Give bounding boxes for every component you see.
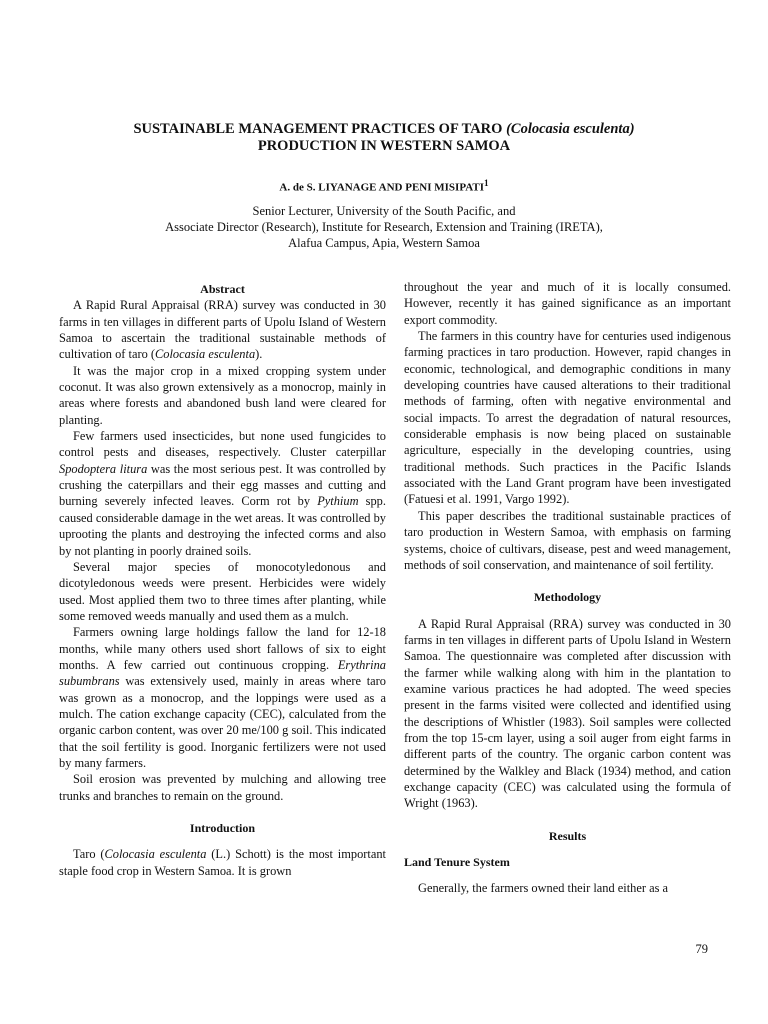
text-run: Farmers owning large holdings fallow the land for 12-18 months, while many others used short fallows of six to eight months. A few carried out continuous cropping. <box>59 625 386 672</box>
species-name: Erythrina subumbrans <box>59 657 386 689</box>
paper-title <box>60 121 708 155</box>
species-name: Colocasia esculenta <box>104 847 207 862</box>
text-run: Taro ( <box>73 847 105 862</box>
title-species: (Colocasia esculenta) <box>506 121 635 137</box>
results-heading: Results <box>548 828 587 843</box>
abstract-paragraph: Several major species of monocotyledonous and dicotyledonous weeds were present. Herbicides were widely used. Most applied them two to three times after planting, while some removed weeds manually and used them as a mulch. <box>59 559 386 623</box>
methodology-paragraph: A Rapid Rural Appraisal (RRA) survey was conducted in 30 farms in ten villages in different parts of Upolu Island in Western Samoa. The questionnaire was completed after discussion with the farmer while walking along with him in the plantation to examine various practices he had adopted. The weed species present in the farms visited were collected and identified using the descriptions of Whistler (1983). Soil samples were collected from the top 15-cm layer, using a soil auger from eight farms in different parts of the country. The organic carbon content was determined by the Walkley and Black (1934) method, and cation exchange capacity (CEC) was calculated using the formula of Wright (1963). <box>404 616 731 811</box>
abstract-heading: Abstract <box>200 282 245 296</box>
introduction-paragraph: This paper describes the traditional sustainable practices of taro production in Western Samoa, with emphasis on farming systems, choice of cultivars, disease, pest and weed management, methods of soil conservation, and maintenance of soil fertility. <box>404 508 731 572</box>
title-line-1 <box>60 121 708 138</box>
species-name: Pythium <box>317 494 359 509</box>
author-list <box>60 178 708 194</box>
introduction-paragraph <box>59 846 386 879</box>
abstract-paragraph: It was the major crop in a mixed cropping system under coconut. It was also grown extensively as a monocrop, mainly in areas where forests and abandoned bush land were cleared for planting. <box>59 363 386 427</box>
text-run: (L.) Schott) is the most important staple food crop in Western Samoa. It is grown <box>59 847 386 878</box>
results-paragraph: Generally, the farmers owned their land either as a <box>418 881 668 896</box>
text-run: Few farmers used insecticides, but none used fungicides to control pests and diseases, respectively. Cluster caterpillar <box>59 429 386 460</box>
right-column <box>404 279 731 897</box>
species-name: Spodoptera litura <box>59 461 148 476</box>
text-run: was extensively used, mainly in areas where taro was grown as a monocrop, and the loppings were used as a mulch. The cation exchange capacity (CEC), calculated from the organic carbon content, was over 20 me/100 g soil. This indicated that the soil fertility is good. Inorganic fertilizers were not used by many farmers. <box>59 674 386 770</box>
affiliation-line: Associate Director (Research), Institute for Research, Extension and Training (IRETA), <box>165 220 603 234</box>
affiliation-line: Alafua Campus, Apia, Western Samoa <box>288 236 480 250</box>
left-column <box>59 281 386 879</box>
abstract-paragraph <box>59 297 386 362</box>
affiliation <box>60 203 708 251</box>
abstract-paragraph: Soil erosion was prevented by mulching and allowing tree trunks and branches to remain on the ground. <box>59 772 386 803</box>
abstract-paragraph <box>59 624 386 771</box>
introduction-paragraph-continued: throughout the year and much of it is locally consumed. However, recently it has gained significance as an important export commodity. <box>404 280 731 327</box>
text-run: A Rapid Rural Appraisal (RRA) survey was conducted in 30 farms in ten villages in different parts of Upolu Island of Western Samoa to ascertain the traditional sustainable methods of cultivation of taro ( <box>59 298 386 362</box>
author-names: A. de S. LIYANAGE AND PENI MISIPATI <box>279 181 484 194</box>
author-footnote-mark: 1 <box>483 178 489 188</box>
species-name: Colocasia esculenta <box>155 347 256 362</box>
page-number: 79 <box>695 942 708 956</box>
title-line-2: PRODUCTION IN WESTERN SAMOA <box>257 138 511 154</box>
introduction-heading: Introduction <box>189 821 256 835</box>
text-run: ). <box>255 347 263 362</box>
land-tenure-subheading: Land Tenure System <box>404 855 510 869</box>
text-run: spp. caused considerable damage in the wet areas. It was controlled by uprooting the plants and destroying the infected corms and also by not planting in poorly drained soils. <box>59 494 386 558</box>
title-text: SUSTAINABLE MANAGEMENT PRACTICES OF TARO <box>133 121 507 137</box>
introduction-paragraph-continued: The farmers in this country have for centuries used indigenous farming practices in taro production. However, rapid changes in economic, technological, and demographic conditions in many developing countries have caused alterations to their traditional methods of farming, often with negative environmental and social impacts. To arrest the degradation of natural resources, considerable emphasis is now being placed on sustainable agriculture, especially in the developing countries, using traditional methods. Such practices in the Pacific Islands associated with the Land Grant program have been investigated (Fatuesi et al. 1991, Vargo 1992). <box>404 329 731 507</box>
affiliation-line: Senior Lecturer, University of the South Pacific, and <box>252 204 516 218</box>
methodology-heading: Methodology <box>533 590 602 605</box>
abstract-paragraph <box>59 428 386 559</box>
text-run: was the most serious pest. It was controlled by crushing the caterpillars and their egg masses and cutting and burning severely infected leaves. Corm rot by <box>59 461 386 509</box>
